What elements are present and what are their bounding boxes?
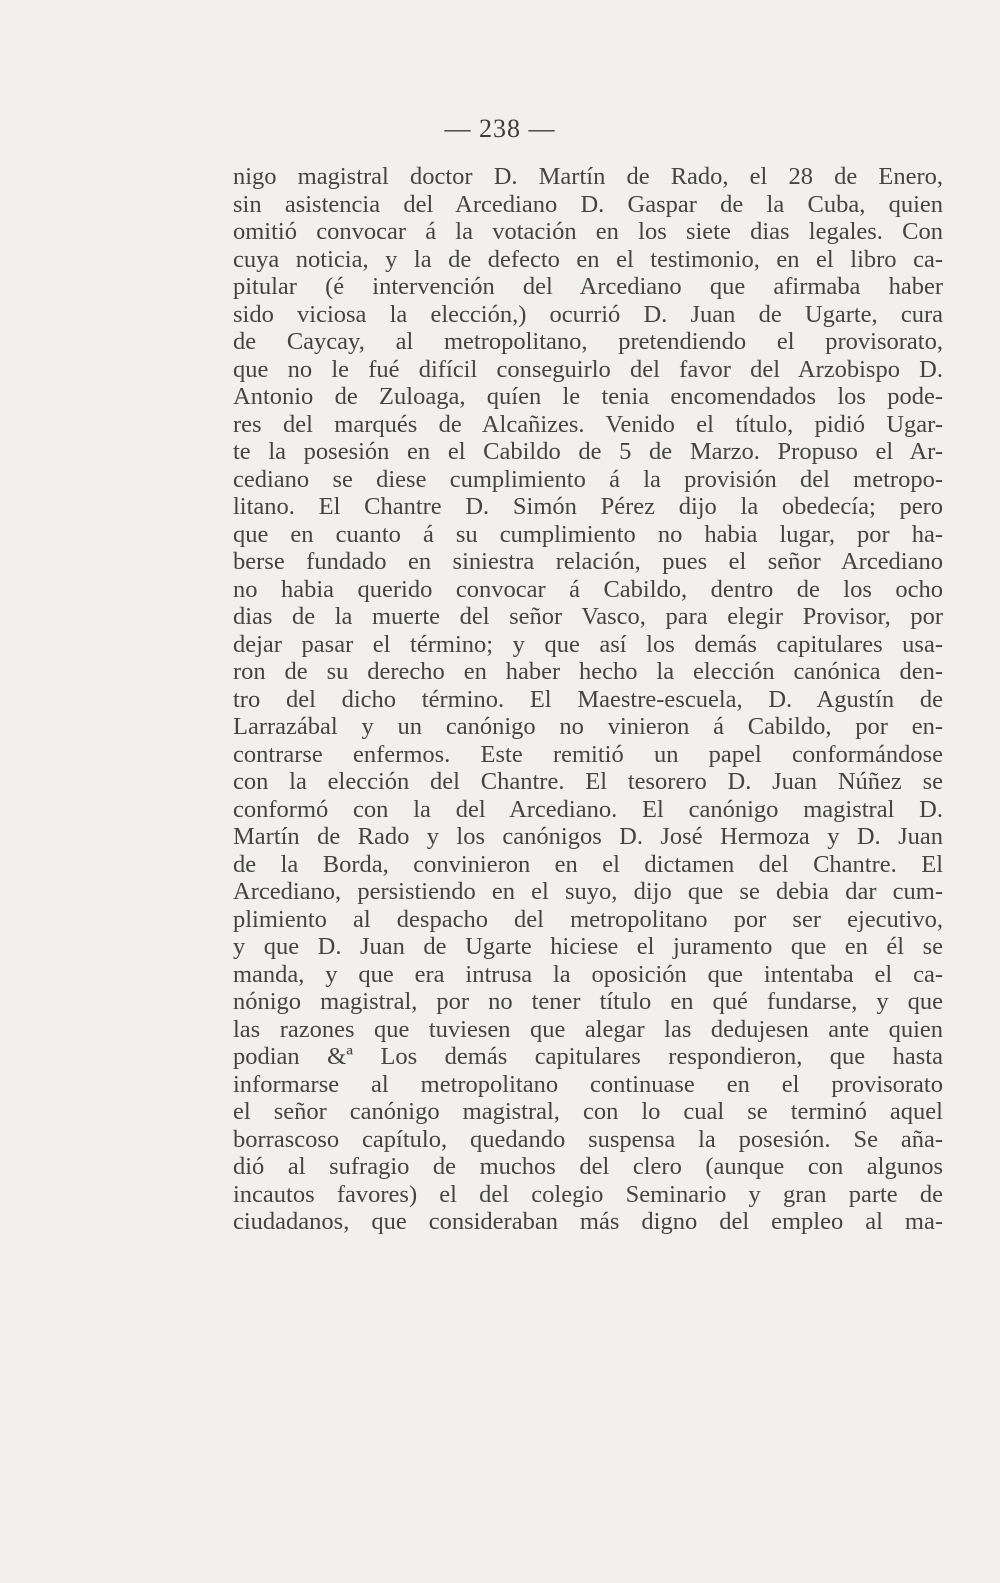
text-line: no habia querido convocar á Cabildo, dentro de los ocho: [233, 575, 943, 603]
text-line: informarse al metropolitano continuase en el provisorato: [233, 1070, 943, 1098]
text-line: Larrazábal y un canónigo no vinieron á Cabildo, por en-: [233, 713, 943, 740]
text-line: Martín de Rado y los canónigos D. José Hermoza y D. Juan: [233, 823, 943, 850]
text-line: dejar pasar el término; y que así los demás capitulares usa-: [233, 630, 943, 658]
text-line: que en cuanto á su cumplimiento no habia lugar, por ha-: [233, 520, 943, 548]
text-line: omitió convocar á la votación en los siete dias legales. Con: [233, 218, 943, 245]
text-line: nigo magistral doctor D. Martín de Rado, el 28 de Enero,: [233, 163, 943, 190]
text-line: tro del dicho término. El Maestre-escuela, D. Agustín de: [233, 685, 943, 713]
text-line: podian &ª Los demás capitulares respondieron, que hasta: [233, 1043, 943, 1070]
text-line: dias de la muerte del señor Vasco, para elegir Provisor, por: [233, 603, 943, 630]
text-line: Antonio de Zuloaga, quíen le tenia encomendados los pode-: [233, 383, 943, 410]
text-line: cediano se diese cumplimiento á la provisión del metropo-: [233, 465, 943, 493]
text-line: las razones que tuviesen que alegar las dedujesen ante quien: [233, 1015, 943, 1043]
text-line: y que D. Juan de Ugarte hiciese el juramento que en él se: [233, 933, 943, 960]
body-text: [233, 163, 943, 1236]
text-line: el señor canónigo magistral, con lo cual se terminó aquel: [233, 1098, 943, 1125]
text-line: de Caycay, al metropolitano, pretendiendo el provisorato,: [233, 328, 943, 355]
text-line: conformó con la del Arcediano. El canónigo magistral D.: [233, 795, 943, 823]
text-line: sido viciosa la elección,) ocurrió D. Juan de Ugarte, cura: [233, 300, 943, 328]
page-number: — 238 —: [444, 114, 556, 143]
text-line: te la posesión en el Cabildo de 5 de Marzo. Propuso el Ar-: [233, 438, 943, 465]
text-line: manda, y que era intrusa la oposición que intentaba el ca-: [233, 960, 943, 988]
text-line: nónigo magistral, por no tener título en qué fundarse, y que: [233, 988, 943, 1015]
text-line: sin asistencia del Arcediano D. Gaspar de la Cuba, quien: [233, 190, 943, 218]
text-line: de la Borda, convinieron en el dictamen del Chantre. El: [233, 850, 943, 878]
text-line: ciudadanos, que consideraban más digno del empleo al ma-: [233, 1208, 943, 1235]
text-line: que no le fué difícil conseguirlo del favor del Arzobispo D.: [233, 355, 943, 383]
text-line: incautos favores) el del colegio Seminario y gran parte de: [233, 1180, 943, 1208]
text-line: contrarse enfermos. Este remitió un papel conformándose: [233, 740, 943, 768]
text-line: litano. El Chantre D. Simón Pérez dijo la obedecía; pero: [233, 493, 943, 520]
text-line: res del marqués de Alcañizes. Venido el título, pidió Ugar-: [233, 410, 943, 438]
text-line: berse fundado en siniestra relación, pues el señor Arcediano: [233, 548, 943, 575]
text-line: borrascoso capítulo, quedando suspensa la posesión. Se aña-: [233, 1125, 943, 1153]
text-line: dió al sufragio de muchos del clero (aunque con algunos: [233, 1153, 943, 1180]
text-line: Arcediano, persistiendo en el suyo, dijo que se debia dar cum-: [233, 878, 943, 905]
text-line: cuya noticia, y la de defecto en el testimonio, en el libro ca-: [233, 245, 943, 273]
text-line: plimiento al despacho del metropolitano por ser ejecutivo,: [233, 905, 943, 933]
text-line: ron de su derecho en haber hecho la elección canónica den-: [233, 658, 943, 685]
text-line: pitular (é intervención del Arcediano que afirmaba haber: [233, 273, 943, 300]
text-line: con la elección del Chantre. El tesorero D. Juan Núñez se: [233, 768, 943, 795]
